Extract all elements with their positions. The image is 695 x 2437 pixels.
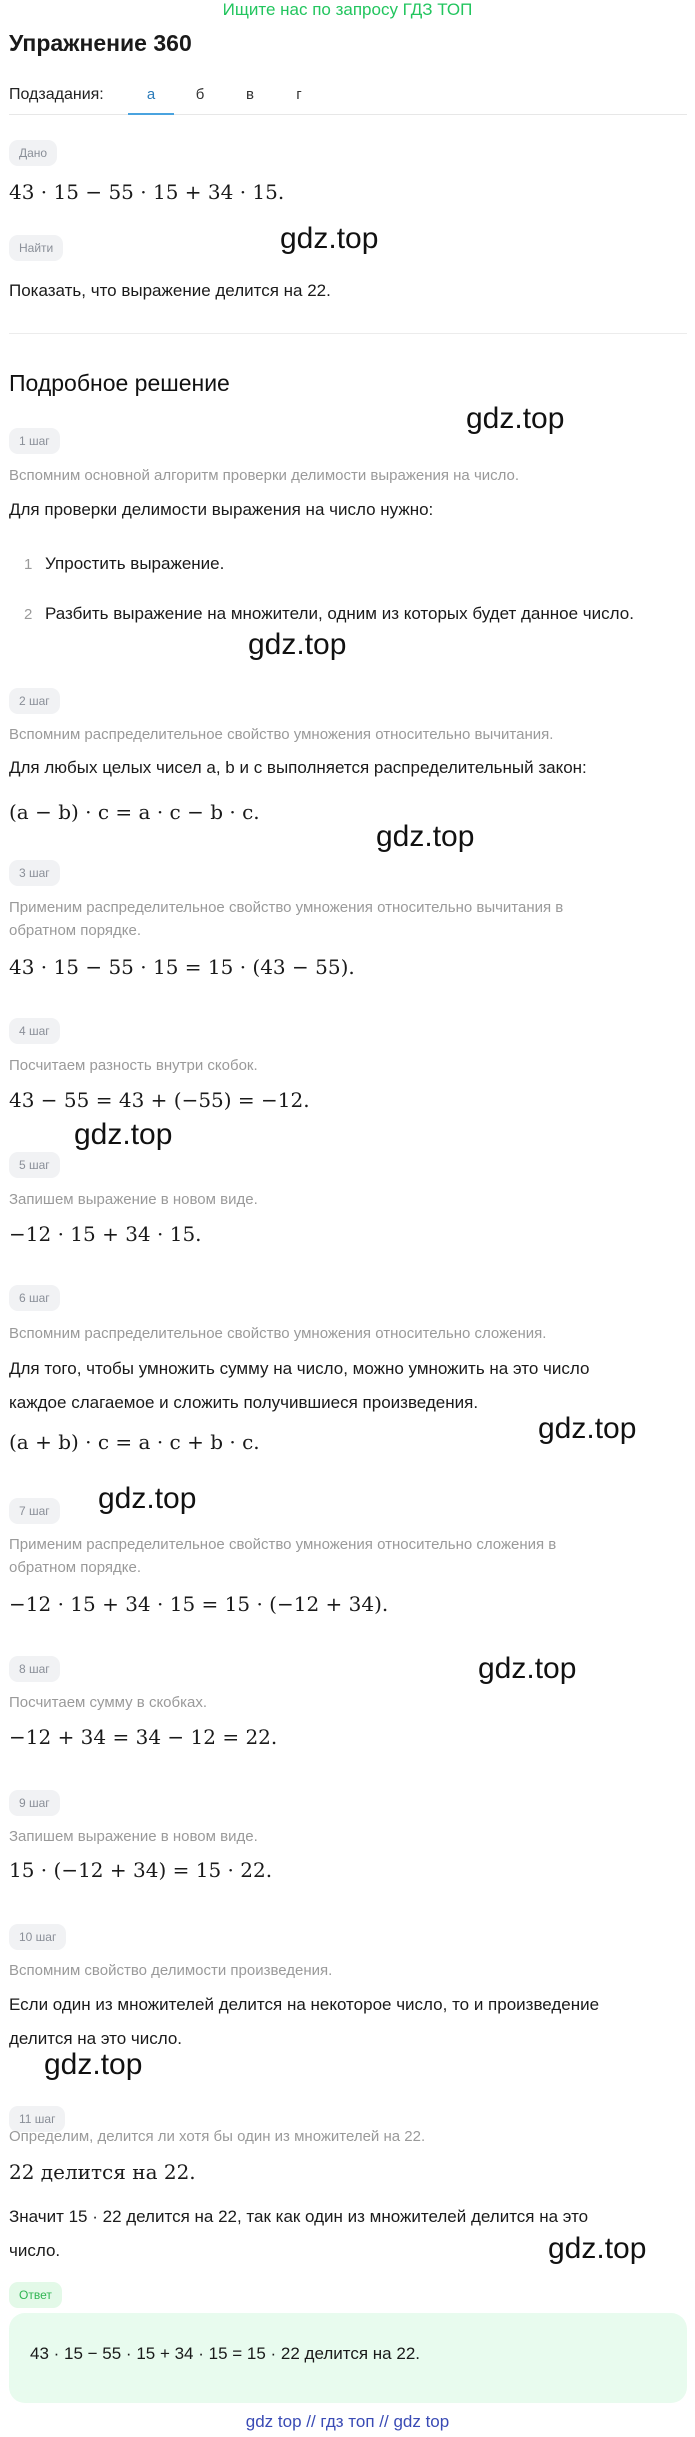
step-text: Для любых целых чисел a, b и c выполняется распределительный закон: (9, 758, 587, 777)
step-description: Применим распределительное свойство умножения относительно вычитания в (9, 899, 564, 916)
step-formula: −12 · 15 + 34 · 15. (9, 1222, 202, 1246)
tab-b[interactable]: б (195, 86, 205, 103)
step-description: обратном порядке. (9, 1559, 142, 1576)
step-text: делится на это число. (9, 2029, 183, 2048)
step-tag: 2 шаг (9, 688, 60, 714)
step-formula: 43 · 15 − 55 · 15 = 15 · (43 − 55). (9, 955, 355, 979)
list-number: 2 (24, 606, 33, 623)
given-expression: 43 · 15 − 55 · 15 + 34 · 15. (9, 180, 285, 204)
watermark: gdz.top (74, 1118, 173, 1151)
watermark: gdz.top (478, 1652, 577, 1685)
watermark: gdz.top (98, 1482, 197, 1515)
step-description: Вспомним распределительное свойство умножения относительно сложения. (9, 1325, 547, 1342)
step-tag: 11 шаг (9, 2106, 65, 2132)
step-text: Если один из множителей делится на некоторое число, то и произведение (9, 1995, 600, 2014)
active-tab-indicator (128, 113, 174, 115)
watermark: gdz.top (548, 2232, 647, 2265)
step-text: число. (9, 2241, 61, 2260)
find-tag: Найти (9, 235, 63, 261)
step-tag: 5 шаг (9, 1152, 60, 1178)
step-tag: 1 шаг (9, 428, 60, 454)
step-tag: 7 шаг (9, 1498, 60, 1524)
tab-a[interactable]: а (146, 86, 156, 103)
given-tag: Дано (9, 140, 57, 166)
step-formula: 15 · (−12 + 34) = 15 · 22. (9, 1858, 273, 1882)
step-description: Запишем выражение в новом виде. (9, 1828, 258, 1845)
footer-links[interactable]: gdz top // гдз топ // gdz top (245, 2412, 450, 2431)
step-text: Для того, чтобы умножить сумму на число, можно умножить на это число (9, 1359, 590, 1378)
step-description: Посчитаем сумму в скобках. (9, 1694, 208, 1711)
answer-text: 43 · 15 − 55 · 15 + 34 · 15 = 15 · 22 делится на 22. (30, 2344, 420, 2363)
step-formula: 22 делится на 22. (9, 2160, 196, 2184)
find-text: Показать, что выражение делится на 22. (9, 281, 331, 300)
step-description: Вспомним основной алгоритм проверки делимости выражения на число. (9, 467, 520, 484)
step-description: Посчитаем разность внутри скобок. (9, 1057, 258, 1074)
section-divider (9, 333, 687, 334)
watermark: gdz.top (376, 820, 475, 853)
tab-v[interactable]: в (246, 86, 254, 103)
watermark: gdz.top (280, 222, 379, 255)
step-text: каждое слагаемое и сложить получившиеся произведения. (9, 1393, 479, 1412)
step-description: Вспомним распределительное свойство умножения относительно вычитания. (9, 726, 554, 743)
step-description: Вспомним свойство делимости произведения. (9, 1962, 333, 1979)
step-description: Запишем выражение в новом виде. (9, 1191, 258, 1208)
watermark: gdz.top (248, 628, 347, 661)
step-formula: (a + b) · c = a · c + b · c. (9, 1430, 260, 1454)
step-tag: 9 шаг (9, 1790, 60, 1816)
step-formula: (a − b) · c = a · c − b · c. (9, 800, 260, 824)
step-formula: −12 · 15 + 34 · 15 = 15 · (−12 + 34). (9, 1592, 389, 1616)
watermark: gdz.top (538, 1412, 637, 1445)
step-text: Для проверки делимости выражения на число нужно: (9, 500, 434, 519)
page-title: Упражнение 360 (9, 30, 192, 56)
step-description: Применим распределительное свойство умножения относительно сложения в (9, 1536, 557, 1553)
step-description: обратном порядке. (9, 922, 142, 939)
step-tag: 6 шаг (9, 1285, 60, 1311)
tab-g[interactable]: г (296, 86, 302, 103)
list-item: Разбить выражение на множители, одним из которых будет данное число. (45, 604, 634, 623)
subtasks-label: Подзадания: (9, 86, 104, 103)
step-formula: 43 − 55 = 43 + (−55) = −12. (9, 1088, 310, 1112)
promo-banner: Ищите нас по запросу ГДЗ ТОП (222, 0, 473, 19)
step-tag: 3 шаг (9, 860, 60, 886)
step-tag: 8 шаг (9, 1656, 60, 1682)
watermark: gdz.top (466, 402, 565, 435)
step-tag: 10 шаг (9, 1924, 66, 1950)
step-text: Значит 15 · 22 делится на 22, так как один из множителей делится на это (9, 2207, 589, 2226)
step-formula: −12 + 34 = 34 − 12 = 22. (9, 1725, 278, 1749)
list-item: Упростить выражение. (45, 554, 225, 573)
section-title: Подробное решение (9, 370, 230, 396)
list-number: 1 (24, 556, 33, 573)
step-description: Определим, делится ли хотя бы один из множителей на 22. (9, 2128, 426, 2145)
step-tag: 4 шаг (9, 1018, 60, 1044)
answer-tag: Ответ (9, 2282, 62, 2308)
tabs-divider (9, 114, 687, 115)
watermark: gdz.top (44, 2048, 143, 2081)
